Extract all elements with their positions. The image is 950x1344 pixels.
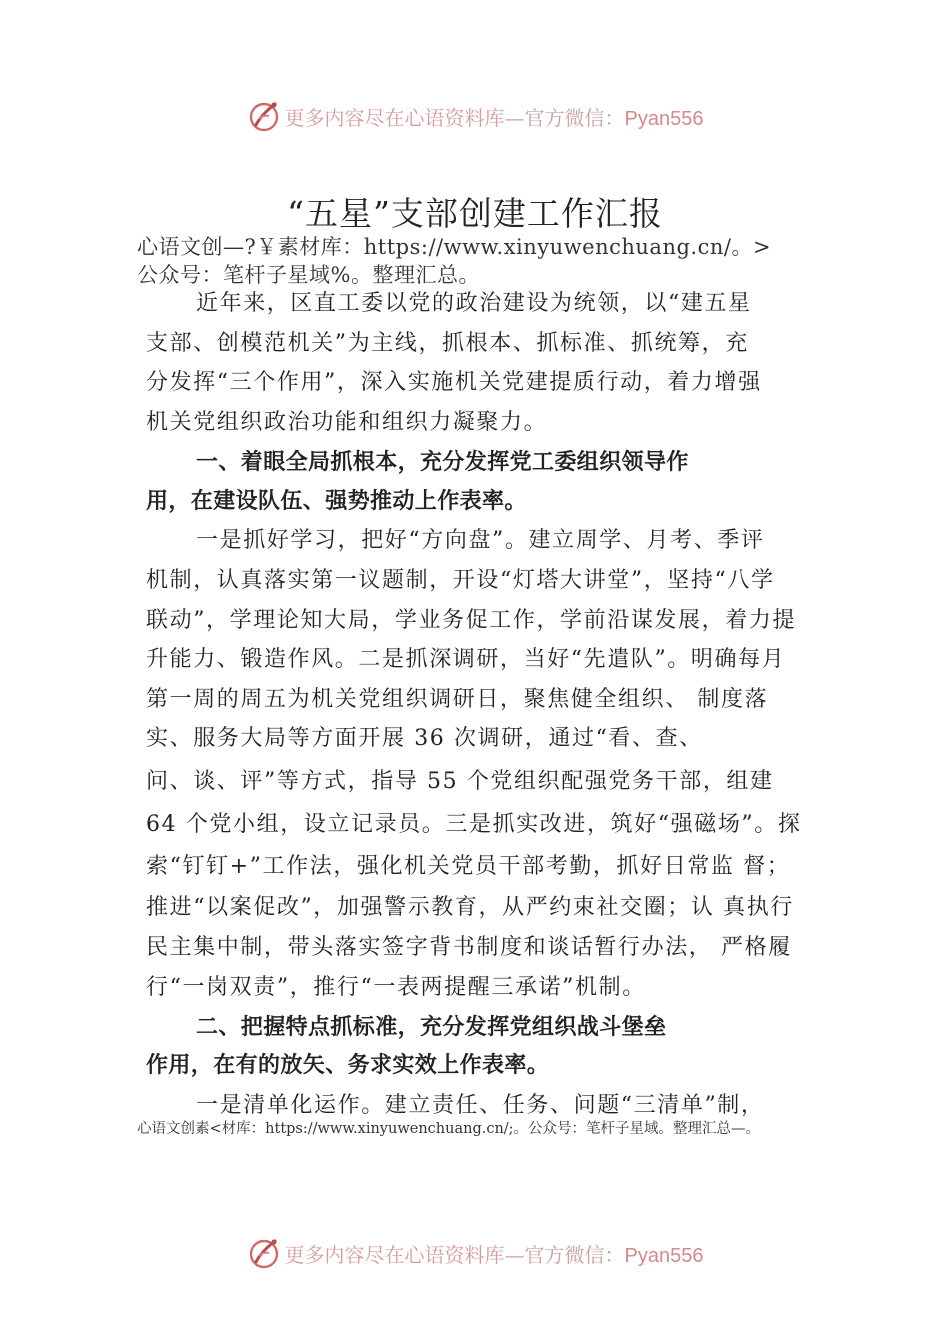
body-line: 民主集中制，带头落实签字背书制度和谈话暂行办法， 严格履: [146, 935, 792, 960]
body-line: 索“钉钉+”工作法，强化机关党员干部考勤，抓好日常监 督；: [146, 854, 791, 879]
banner-wechat-id: Pyan556: [624, 1244, 704, 1267]
body-line: 分发挥“三个作用”，深入实施机关党建提质行动，着力增强: [146, 370, 762, 395]
section-heading-2: 二、把握特点抓标准，充分发挥党组织战斗堡垒: [196, 1015, 667, 1040]
body-line: 行“一岗双责”，推行“一表两提醒三承诺”机制。: [146, 975, 646, 1000]
body-line: 联动”，学理论知大局，学业务促工作，学前沿谋发展，着力提: [146, 608, 797, 633]
body-line: 问、谈、评”等方式，指导 55 个党组织配强党务干部，组建: [146, 769, 774, 794]
section-heading-1: 一、着眼全局抓根本，充分发挥党工委组织领导作: [196, 450, 689, 475]
body-line: 机关党组织政治功能和组织力凝聚力。: [146, 410, 548, 435]
section-heading-1-cont: 用，在建设队伍、强势推动上作表率。: [146, 489, 527, 514]
section-heading-2-cont: 作用，在有的放矢、务求实效上作表率。: [146, 1053, 550, 1078]
body-line: 支部、创模范机关”为主线，抓根本、抓标准、抓统筹，充: [146, 331, 749, 356]
body-line: 机制，认真落实第一议题制，开设“灯塔大讲堂”，坚持“八学: [146, 568, 775, 593]
watermark-line-2: 公众号：笔杆子星域%。整理汇总。: [137, 263, 480, 287]
body-line: 一是抓好学习，把好“方向盘”。建立周学、月考、季评: [196, 528, 765, 553]
watermark-line-1: 心语文创—?￥素材库：https://www.xinyuwenchuang.cn/。>: [137, 235, 772, 259]
banner-separator: —官方微信：: [504, 105, 625, 130]
body-line: 近年来，区直工委以党的政治建设为统领，以“建五星: [196, 291, 752, 316]
banner-main-text: 更多内容尽在心语资料库: [284, 1242, 505, 1267]
body-line: 第一周的周五为机关党组织调研日，聚焦健全组织、 制度落: [146, 687, 769, 712]
banner-separator: —官方微信：: [504, 1242, 625, 1267]
brush-logo-icon: [247, 99, 281, 133]
body-line: 推进“以案促改”，加强警示教育，从严约束社交圈；认 真执行: [146, 895, 794, 920]
top-banner: [0, 96, 950, 136]
banner-text: [285, 102, 704, 131]
body-line: 升能力、锻造作风。二是抓深调研，当好“先遣队”。明确每月: [146, 647, 786, 672]
banner-text: [285, 1239, 704, 1268]
footer-watermark: 心语文创素<材库：https://www.xinyuwenchuang.cn/;。公众号：笔杆子星域。整理汇总—。: [137, 1121, 761, 1137]
bottom-banner: [0, 1233, 950, 1273]
body-line: 一是清单化运作。建立责任、任务、问题“三清单”制，: [196, 1093, 765, 1118]
banner-main-text: 更多内容尽在心语资料库: [284, 105, 505, 130]
document-title: “五星”支部创建工作汇报: [287, 194, 663, 233]
body-line: 64 个党小组，设立记录员。三是抓实改进，筑好“强磁场”。探: [146, 812, 802, 837]
body-line: 实、服务大局等方面开展 36 次调研，通过“看、查、: [146, 726, 703, 751]
brush-logo-icon: [247, 1236, 281, 1270]
banner-wechat-id: Pyan556: [624, 107, 704, 130]
